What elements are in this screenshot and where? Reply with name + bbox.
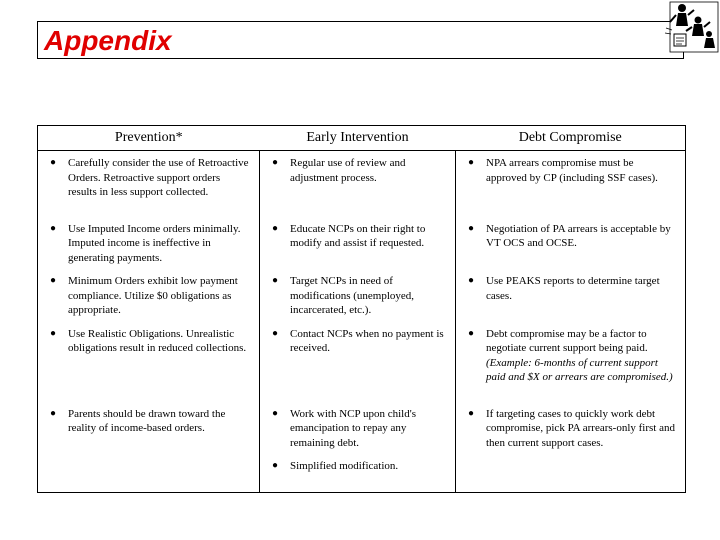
list-item	[260, 407, 455, 451]
table-row	[38, 322, 686, 402]
bullet-icon: ●	[271, 275, 279, 286]
item-text: Use Imputed Income orders minimally. Imputed income is ineffective in generating payments.	[68, 222, 241, 264]
list-item	[38, 327, 259, 356]
item-text: Parents should be drawn toward the reality of income-based orders.	[68, 407, 226, 434]
header-debt-compromise: Debt Compromise	[456, 126, 686, 151]
list-item	[38, 407, 259, 436]
item-text: Use PEAKS reports to determine target cases.	[486, 275, 660, 302]
title-bar	[37, 21, 684, 59]
table-row	[38, 217, 686, 270]
list-item	[38, 274, 259, 318]
list-item	[38, 156, 259, 200]
bullet-icon: ●	[467, 407, 475, 419]
bullet-icon: ●	[467, 157, 475, 168]
list-item	[260, 274, 455, 318]
list-item	[456, 327, 685, 385]
bullet-icon: ●	[271, 222, 279, 234]
list-item	[38, 222, 259, 266]
bullet-icon: ●	[467, 327, 475, 339]
list-item	[260, 222, 455, 251]
table-row	[38, 269, 686, 322]
list-item	[260, 327, 455, 356]
list-item	[260, 156, 455, 185]
bullet-icon: ●	[467, 275, 475, 286]
bullet-icon: ●	[49, 157, 57, 168]
table-row	[38, 402, 686, 455]
bullet-icon: ●	[271, 157, 279, 168]
comparison-table	[37, 125, 686, 493]
header-prevention: Prevention*	[38, 126, 260, 151]
bullet-icon: ●	[467, 222, 475, 234]
table-row	[38, 454, 686, 492]
list-item	[456, 222, 685, 251]
item-text: Contact NCPs when no payment is received.	[290, 327, 444, 354]
item-main-text: Debt compromise may be a factor to negotiate current support being paid.	[486, 327, 648, 354]
list-item	[456, 274, 685, 303]
item-text: NPA arrears compromise must be approved by CP (including SSF cases).	[486, 157, 658, 184]
table-header-row	[38, 126, 686, 151]
item-text: If targeting cases to quickly work debt compromise, pick PA arrears-only first and then current support cases.	[486, 407, 675, 449]
bullet-icon: ●	[271, 327, 279, 339]
list-item	[456, 156, 685, 185]
item-example-text: (Example: 6-months of current support paid and $X or arrears are compromised.)	[486, 356, 673, 383]
bullet-icon: ●	[49, 222, 57, 234]
item-text: Target NCPs in need of modifications (unemployed, incarcerated, etc.).	[290, 275, 415, 316]
page-title: Appendix	[44, 25, 172, 56]
bullet-icon: ●	[271, 407, 279, 419]
item-text: Use Realistic Obligations. Unrealistic obligations result in reduced collections.	[68, 327, 247, 354]
item-text: Carefully consider the use of Retroactive Orders. Retroactive support orders results in less support collected.	[68, 157, 249, 198]
item-text: Educate NCPs on their right to modify and assist if requested.	[290, 222, 426, 249]
bullet-icon: ●	[49, 407, 57, 419]
bullet-icon: ●	[49, 275, 57, 286]
item-text	[486, 327, 685, 385]
figures-logo-icon	[662, 0, 720, 60]
table-row	[38, 151, 686, 217]
item-text: Minimum Orders exhibit low payment compliance. Utilize $0 obligations as appropriate.	[68, 275, 238, 316]
item-text: Negotiation of PA arrears is acceptable by VT OCS and OCSE.	[486, 222, 671, 249]
bullet-icon: ●	[49, 327, 57, 339]
item-text: Simplified modification.	[290, 460, 399, 472]
list-item	[260, 459, 455, 474]
item-text: Regular use of review and adjustment process.	[290, 157, 406, 184]
item-text: Work with NCP upon child's emancipation to repay any remaining debt.	[290, 407, 416, 449]
header-early-intervention: Early Intervention	[260, 126, 456, 151]
bullet-icon: ●	[271, 460, 279, 471]
list-item	[456, 407, 685, 451]
